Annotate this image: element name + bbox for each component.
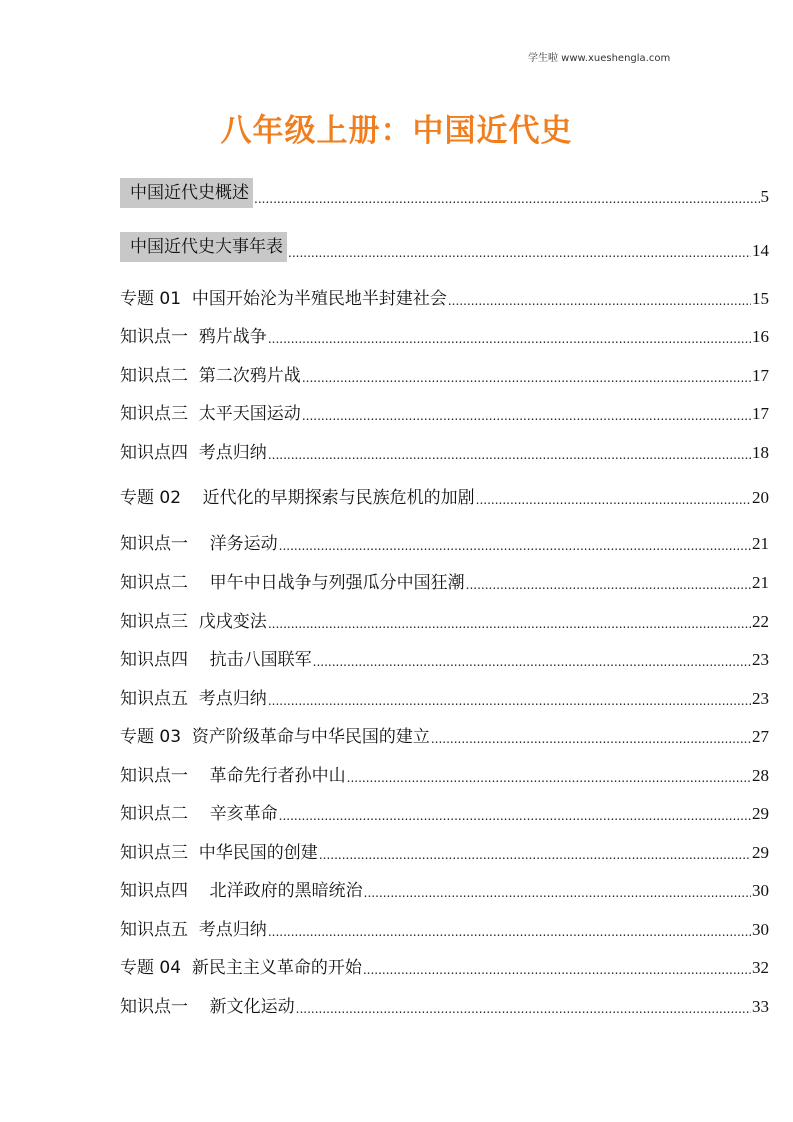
- toc-page-number: 15: [752, 289, 769, 308]
- toc-entry-label: 专题 04 新民主主义革命的开始: [120, 958, 362, 978]
- toc-entry-item[interactable]: [120, 320, 769, 348]
- toc-page-number: 30: [752, 920, 769, 939]
- toc-entry-label: 专题 02 近代化的早期探索与民族危机的加剧: [120, 488, 475, 508]
- dot-leader: [296, 1000, 751, 1018]
- toc-entry-topic-01[interactable]: [120, 282, 769, 310]
- toc-entry-label: 知识点四 北洋政府的黑暗统治: [120, 881, 363, 901]
- toc-entry-item[interactable]: [120, 359, 769, 387]
- toc-page-number: 30: [752, 881, 769, 900]
- dot-leader: [313, 653, 751, 671]
- toc-entry-label: 知识点一 革命先行者孙中山: [120, 766, 346, 786]
- page-title: 八年级上册：中国近代史: [220, 113, 573, 149]
- toc-page-number: 5: [760, 187, 769, 206]
- toc-page-number: 17: [752, 404, 769, 423]
- toc-entry-item[interactable]: [120, 643, 769, 671]
- toc-entry-topic-04[interactable]: [120, 951, 769, 979]
- dot-leader: [466, 576, 751, 594]
- toc-entry-label: 知识点二 第二次鸦片战: [120, 366, 301, 386]
- toc-page-number: 23: [752, 650, 769, 669]
- toc-entry-item[interactable]: [120, 990, 769, 1018]
- dot-leader: [268, 692, 751, 710]
- toc-entry-item[interactable]: [120, 874, 769, 902]
- toc-entry-item[interactable]: [120, 913, 769, 941]
- dot-leader: [279, 807, 751, 825]
- toc-entry-item[interactable]: [120, 397, 769, 425]
- toc-entry-label: 知识点五 考点归纳: [120, 920, 267, 940]
- dot-leader: [268, 330, 751, 348]
- toc-entry-item[interactable]: [120, 436, 769, 464]
- toc-page-number: 14: [752, 241, 769, 260]
- dot-leader: [279, 537, 751, 555]
- toc-page-number: 22: [752, 612, 769, 631]
- toc-page-number: 32: [752, 958, 769, 977]
- toc-entry-label: 知识点四 考点归纳: [120, 443, 267, 463]
- toc-entry-label: 知识点四 抗击八国联军: [120, 650, 312, 670]
- toc-entry-label: 知识点三 中华民国的创建: [120, 843, 318, 863]
- dot-leader: [288, 244, 751, 262]
- toc-page-number: 28: [752, 766, 769, 785]
- dot-leader: [268, 446, 751, 464]
- dot-leader: [268, 923, 751, 941]
- toc-entry-label: 知识点三 太平天国运动: [120, 404, 301, 424]
- toc-page-number: 21: [752, 534, 769, 553]
- toc-entry-label: 知识点三 戊戌变法: [120, 612, 267, 632]
- toc-entry-item[interactable]: [120, 836, 769, 864]
- dot-leader: [254, 190, 760, 208]
- toc-entry-timeline[interactable]: [120, 234, 769, 262]
- toc-entry-label: 知识点一 洋务运动: [120, 534, 278, 554]
- dot-leader: [319, 846, 751, 864]
- header-watermark: 学生啦 www.xueshengla.com: [528, 53, 671, 64]
- dot-leader: [302, 407, 751, 425]
- toc-page-number: 20: [752, 488, 769, 507]
- toc-entry-label: 中国近代史概述: [120, 178, 253, 208]
- toc-entry-label: 知识点一 鸦片战争: [120, 327, 267, 347]
- toc-page-number: 23: [752, 689, 769, 708]
- dot-leader: [476, 491, 751, 509]
- toc-page-number: 27: [752, 727, 769, 746]
- toc-entry-item[interactable]: [120, 797, 769, 825]
- dot-leader: [268, 615, 751, 633]
- toc-page-number: 21: [752, 573, 769, 592]
- toc-entry-overview[interactable]: [120, 180, 769, 208]
- toc-entry-label: 知识点二 甲午中日战争与列强瓜分中国狂潮: [120, 573, 465, 593]
- toc-entry-label: 知识点五 考点归纳: [120, 689, 267, 709]
- toc-page-number: 29: [752, 804, 769, 823]
- toc-entry-item[interactable]: [120, 605, 769, 633]
- dot-leader: [431, 730, 751, 748]
- toc-entry-item[interactable]: [120, 682, 769, 710]
- toc-entry-item[interactable]: [120, 566, 769, 594]
- toc-entry-item[interactable]: [120, 759, 769, 787]
- toc-entry-topic-03[interactable]: [120, 720, 769, 748]
- dot-leader: [302, 369, 751, 387]
- toc-entry-label: 知识点一 新文化运动: [120, 997, 295, 1017]
- toc-entry-label: 专题 03 资产阶级革命与中华民国的建立: [120, 727, 430, 747]
- toc-page-number: 29: [752, 843, 769, 862]
- toc-entry-label: 知识点二 辛亥革命: [120, 804, 278, 824]
- toc-page-number: 18: [752, 443, 769, 462]
- dot-leader: [347, 769, 751, 787]
- dot-leader: [364, 884, 751, 902]
- dot-leader: [448, 292, 751, 310]
- toc-entry-label: 专题 01 中国开始沦为半殖民地半封建社会: [120, 289, 447, 309]
- toc-entry-topic-02[interactable]: [120, 481, 769, 509]
- toc-page-number: 17: [752, 366, 769, 385]
- toc-entry-label: 中国近代史大事年表: [120, 232, 287, 262]
- toc-page-number: 33: [752, 997, 769, 1016]
- toc-entry-item[interactable]: [120, 527, 769, 555]
- toc-page-number: 16: [752, 327, 769, 346]
- dot-leader: [363, 961, 751, 979]
